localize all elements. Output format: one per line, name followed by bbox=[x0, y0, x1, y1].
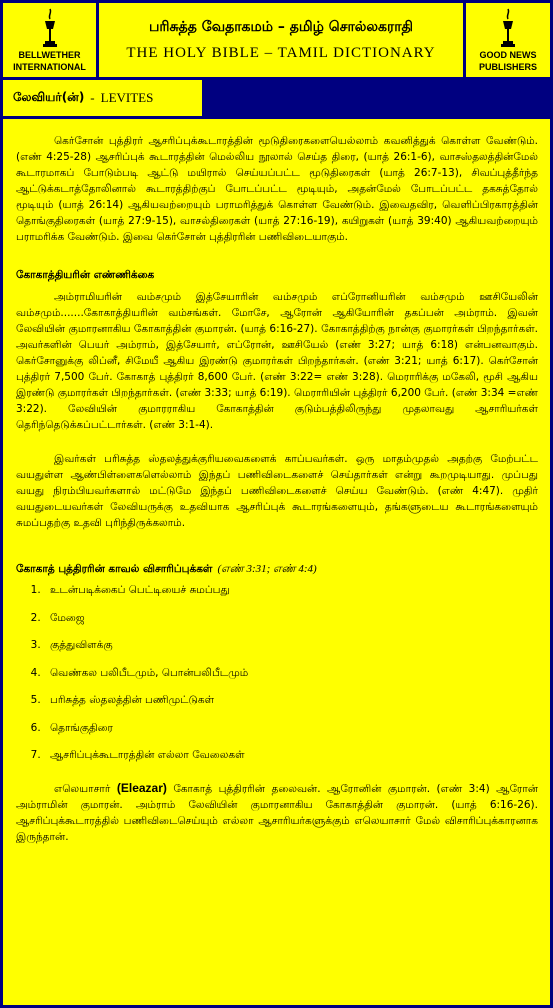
entry-body bbox=[0, 116, 553, 1008]
kohath-charges-list bbox=[16, 577, 538, 770]
paragraph-eleazar bbox=[16, 780, 538, 845]
logo-left-line1: BELLWETHER bbox=[18, 50, 81, 60]
subheading-kohath-charges bbox=[16, 557, 538, 577]
list-item: 2. மேஜை bbox=[44, 605, 538, 633]
publisher-logo-left bbox=[0, 0, 99, 80]
list-item: 7. ஆசரிப்புக்கூடாரத்தின் எல்லா வேலைகள் bbox=[44, 742, 538, 770]
paragraph-service-age: இவர்கள் பரிசுத்த ஸ்தலத்துக்குரியவைகளைக் காப்பவர்கள். ஒரு மாதம்முதல் அதற்கு மேற்பட்ட வயதுள்ள ஆண்பிள்ளைகளெல்லாம் இந்தப் பணிவிடைகளைச் செய்தார்கள் என்று கூறமுடியாது. முப்பது வயது நிரம்பியவர்களால் மட்டுமே இந்தப் பணிவிடைகளைச் செய்ய வேண்டும். (எண் 4:47). முதிர் வயதுடையவர்கள் லேவியருக்கு உதவியாக ஆசரிப்புக் கூடாரங்களையும், தங்களுடைய கூடாரங்களையும் சுமப்பதற்கு உதவி புரிந்திருக்கலாம். bbox=[16, 453, 538, 529]
eleazar-english: (Eleazar) bbox=[116, 780, 167, 795]
page-title-english: THE HOLY BIBLE – TAMIL DICTIONARY bbox=[126, 44, 436, 61]
paragraph-gershon-duties: கெர்சோன் புத்திரர் ஆசரிப்புக்கூடாரத்தின் மூடுதிரைகளையெல்லாம் கவனித்துக் கொள்ள வேண்டும். (எண் 4:25-28) ஆசரிப்புக் கூடாரத்தின் மெல்லிய நூலால் செய்த திரை, (யாத் 26:1-6), வாசஸ்தலத்தின்மேல் கூடாரமாகப் போடும்படி ஆட்டு மயிரால் செய்யப்பட்ட மூடுதிரைகள் (யாத் 26:7-13), சிவப்புத்தீர்ந்த ஆட்டுக்கடாத்தோலினால் கூடாரத்திற்குப் போடப்பட்ட மூடியும், அதன்மேல் போடப்பட்ட தகசுத்தோல் மூடியும் (யாத் 26:14) ஆகியவற்றையும் பராமரித்துக் கொள்ள வேண்டும். இவைதவிர, வெளிப்பிரகாரத்தின் தொங்குதிரைகள் (யாத் 27:9-15), வாசல்திரைகள் (யாத் 27:16-19), கயிறுகள் (யாத் 39:40) ஆகியவற்றையும் பராமரிக்க வேண்டும். இவை கெர்சோன் புத்திரரின் பணிவிடையாகும். bbox=[16, 135, 538, 243]
logo-left-line2: INTERNATIONAL bbox=[13, 62, 86, 72]
list-item: 6. தொங்குதிரை bbox=[44, 715, 538, 743]
logo-right-line2: PUBLISHERS bbox=[478, 62, 537, 72]
subheading-kohath-charges-ref: (எண் 3:31; எண் 4:4) bbox=[217, 563, 317, 575]
entry-heading-english: LEVITES bbox=[100, 90, 154, 105]
list-item: 3. குத்துவிளக்கு bbox=[44, 632, 538, 660]
entry-heading-tamil: லேவியர்(ன்) bbox=[13, 90, 85, 104]
paragraph-kohathite-families: அம்ராமியரின் வம்சமும் இத்சேயாரின் வம்சமும் எப்ரோனியரின் வம்சமும் ஊசியேலின் வம்சமும்.......கோகாத்தியரின் வம்சங்கள். மோசே, ஆரோன் ஆகியோரின் தகப்பன் அம்ராம். இவன் லேவியின் குமாரனாகிய கோகாத்தின் குமாரன். (யாத் 6:16-27). கோகாத்திற்கு நான்கு குமாரர்கள் பிறந்தார்கள். அவர்களின் பெயர் அம்ராம், இத்சேயார், எப்ரோன், ஊசியேல் (எண் 3:27; யாத் 6:18) என்பனவாகும். கெர்சோனுக்கு லிப்னீ, சிமேயீ ஆகிய இரண்டு குமாரர்கள் பிறந்தார்கள். (எண் 3:21; யாத் 6:17). கெர்சோன் புத்திரர் 7,500 பேர். கோகாத் புத்திரர் 8,600 பேர். (எண் 3:22= எண் 3:28). மெராரிக்கு மகேலி, மூசி ஆகிய இரண்டு குமாரர்கள் பிறந்தார்கள். (எண் 3:33; யாத் 6:19). மெராரியின் புத்திரர் 6,200 பேர். (எண் 3:34 =எண் 3:22). லேவியின் குமாரராகிய கோகாத்தின் குடும்பத்திலிருந்து முதலாவது ஆசாரியர்கள் தெரிந்தெடுக்கப்பட்டார்கள். (எண் 3:1-4). bbox=[16, 291, 538, 431]
list-item: 5. பரிசுத்த ஸ்தலத்தின் பணிமுட்டுகள் bbox=[44, 687, 538, 715]
logo-right-line1: GOOD NEWS bbox=[479, 50, 537, 60]
lamp-logo-icon bbox=[500, 7, 516, 49]
entry-heading bbox=[0, 77, 205, 119]
eleazar-description: கோகாத் புத்திரரின் தலைவன். ஆரோனின் குமாரன். (எண் 3:4) ஆரோன் அம்ராமின் குமாரன். அம்ராம் லேவியின் குமாரனாகிய கோகாத்தின் குமாரன். (யாத் 6:16-26). ஆசரிப்புக்கூடாரத்தில் பணிவிடைசெய்யும் எல்லா ஆசாரியர்களுக்கும் எலெயாசார் மேல் விசாரிப்புக்காரனாக இருந்தான். bbox=[16, 782, 538, 843]
subheading-kohathite-count: கோகாத்தியரின் எண்ணிக்கை bbox=[16, 269, 155, 281]
lamp-logo-icon bbox=[42, 7, 58, 49]
list-item: 4. வெண்கல பலிபீடமும், பொன்பலிபீடமும் bbox=[44, 660, 538, 688]
page-title-tamil: பரிசுத்த வேதாகமம் – தமிழ் சொல்லகராதி bbox=[149, 18, 413, 35]
eleazar-tamil: எலெயாசார் bbox=[54, 782, 111, 795]
publisher-logo-right bbox=[463, 0, 553, 80]
list-item: 1. உடன்படிக்கைப் பெட்டியைச் சுமப்பது bbox=[44, 577, 538, 605]
entry-heading-separator: - bbox=[90, 90, 95, 105]
subheading-kohath-charges-title: கோகாத் புத்திரரின் காவல் விசாரிப்புக்கள் bbox=[16, 563, 213, 575]
page-header bbox=[96, 0, 466, 80]
